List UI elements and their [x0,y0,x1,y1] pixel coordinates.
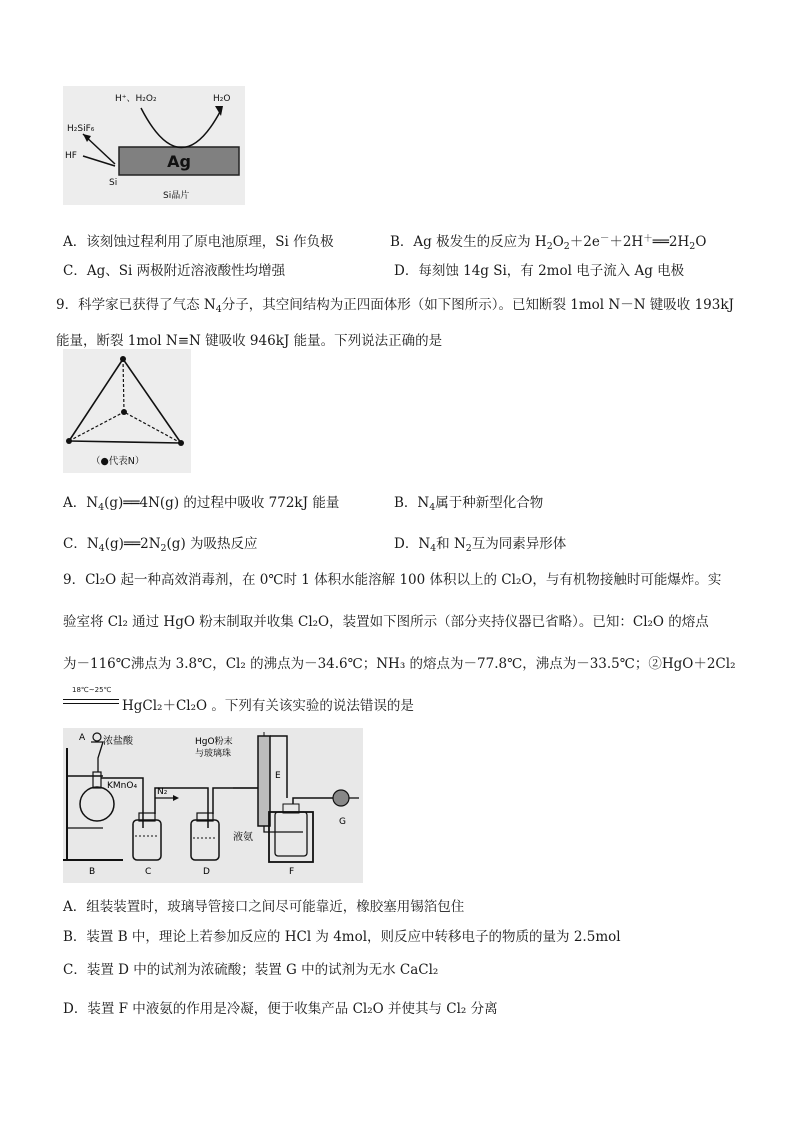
q9a-stem-line2: 能量，断裂 1mol N≡N 键吸收 946kJ 能量。下列说法正确的是 [56,333,443,349]
svg-text:C: C [145,867,152,877]
svg-text:G: G [339,817,346,827]
svg-text:D: D [203,867,210,877]
svg-text:与玻璃珠: 与玻璃珠 [195,749,232,759]
q9b-stem-line3: 为－116℃沸点为 3.8℃，Cl₂ 的沸点为－34.6℃；NH₃ 的熔点为－77.8℃，沸点为－33.5℃；②HgO＋2Cl₂ [63,656,736,672]
svg-text:F: F [289,867,295,877]
q9a-option-a: A．$N_4(g)══4N(g)$ 的过程中吸收 772kJ 能量 [63,495,340,513]
reagent-label: H⁺、H₂O₂ [115,94,157,104]
n-atom [120,356,126,362]
q8-option-c: C．Ag、Si 两极附近溶液酸性均增强 [63,263,286,279]
q9a-option-b: B．$N_4$属于种新型化合物 [394,495,544,513]
q9b-stem-line1: 9．Cl₂O 起一种高效消毒剂，在 0℃时 1 体积水能溶解 100 体积以上的 Cl₂O，与有机物接触时可能爆炸。实 [63,572,722,588]
etching-diagram [63,86,245,205]
svg-text:浓盐酸: 浓盐酸 [103,736,133,747]
svg-text:KMnO₄: KMnO₄ [107,781,138,791]
h2sif6-label: H₂SiF₆ [67,124,95,134]
hf-label: HF [65,151,77,161]
svg-text:E: E [275,771,281,781]
q9a-option-c: C．$N_4(g)══2N_2(g)$ 为吸热反应 [63,536,258,554]
q9b-option-b: B．装置 B 中，理论上若参加反应的 HCl 为 4mol，则反应中转移电子的物质的量为 2.5mol [63,929,621,945]
n-atom [66,438,72,444]
ag-label: Ag [167,152,191,171]
q9b-option-a: A．组装装置时，玻璃导管接口之间尽可能靠近，橡胶塞用锡箔包住 [63,899,465,915]
tetrahedron-diagram [63,349,191,473]
svg-text:HgO粉末: HgO粉末 [195,737,233,747]
q9a-stem-line1: 9．科学家已获得了气态 $N_4$分子，其空间结构为正四面体形（如下图所示）。已知断裂 1mol N－N 键吸收 193kJ [56,297,734,315]
q9b-stem-line2: 验室将 Cl₂ 通过 HgO 粉末制取并收集 Cl₂O，装置如下图所示（部分夹持仪器已省略）。已知：Cl₂O 的熔点 [63,614,709,630]
q8-option-d: D．每刻蚀 14g Si，有 2mol 电子流入 Ag 电极 [394,263,685,279]
reaction-arc [141,108,221,148]
etching-figure [63,86,245,205]
q8-option-b-prefix: B．Ag 极发生的反应为 [390,234,531,250]
reaction-equals-sign [63,699,119,704]
q9b-stem-line4: HgCl₂＋Cl₂O 。下列有关该实验的说法错误的是 [122,698,414,714]
tetrahedron-caption: （●代表N） [91,456,145,467]
n-atom [121,409,127,415]
svg-text:B: B [89,867,96,877]
svg-text:N₂: N₂ [157,787,168,797]
tetrahedron-figure [63,349,191,473]
n-atom [178,440,184,446]
apparatus-figure [63,728,363,883]
wafer-label: Si晶片 [163,191,190,201]
product-label: H₂O [213,94,231,104]
q9a-option-d: D．$N_4$和 $N_2$互为同素异形体 [394,536,567,554]
q8-option-a: A．该刻蚀过程利用了原电池原理，Si 作负极 [63,234,334,250]
si-label: Si [109,178,118,188]
q9b-option-d: D．装置 F 中液氨的作用是冷凝，便于收集产品 Cl₂O 并使其与 Cl₂ 分离 [63,1001,498,1017]
reaction-condition: 18℃~25℃ [72,686,112,694]
q8-option-b: B．Ag 极发生的反应为 $H_2O_2+2e^-+2H^+══2H_2O$ [390,233,707,252]
apparatus-diagram [63,728,363,883]
svg-text:液氨: 液氨 [233,832,253,843]
svg-text:A: A [79,733,86,743]
q9b-option-c: C．装置 D 中的试剂为浓硫酸；装置 G 中的试剂为无水 CaCl₂ [63,962,439,978]
hf-arrow [83,156,115,166]
